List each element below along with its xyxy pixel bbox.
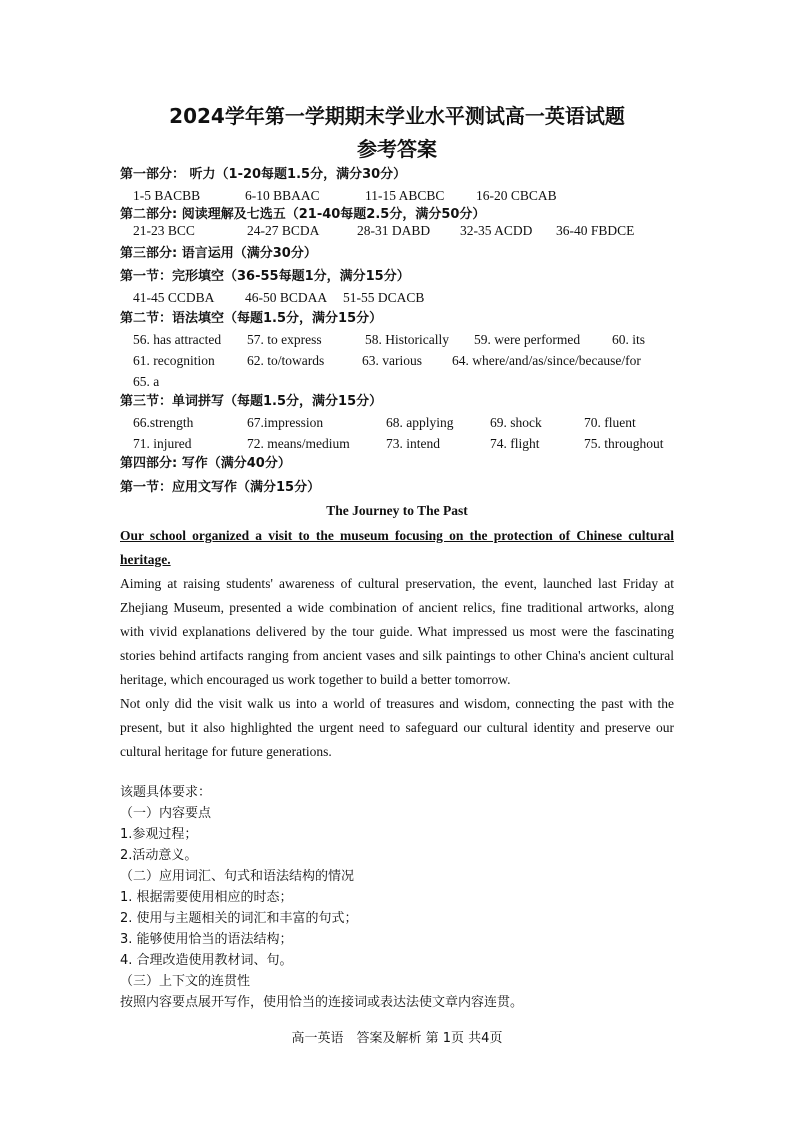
grammar-answer: 63. various: [362, 353, 422, 368]
spelling-answer: 73. intend: [386, 436, 440, 451]
essay-title: The Journey to The Past: [326, 503, 468, 518]
grammar-answer: 64. where/and/as/since/because/for: [452, 353, 641, 368]
cloze-answer: 41-45 CCDBA: [133, 290, 215, 305]
requirement-category-2: （二）应用词汇、句式和语法结构的情况: [120, 869, 355, 884]
page-subtitle: 参考答案: [357, 137, 437, 161]
part1-heading: 第一部分： 听力（1-20每题1.5分，满分30分）: [120, 167, 407, 182]
grammar-answer: 65. a: [133, 374, 160, 389]
page-title: 2024学年第一学期期末学业水平测试高一英语试题: [169, 104, 625, 128]
part2-heading: 第二部分: 阅读理解及七选五（21-40每题2.5分，满分50分）: [120, 207, 486, 222]
requirement-category-1: （一）内容要点: [120, 806, 212, 821]
grammar-answer: 62. to/towards: [247, 353, 325, 368]
essay-lead: Our school organized a visit to the museum focusing on the protection of Chinese cultural heritage.: [120, 528, 674, 567]
requirement-text: 按照内容要点展开写作，使用恰当的连接词或表达法使文章内容连贯。: [120, 995, 524, 1010]
page-footer: 高一英语 答案及解析 第 1页 共4页: [291, 1031, 503, 1046]
part1-answer: 6-10 BBAAC: [245, 188, 320, 203]
part4-heading: 第四部分: 写作（满分40分）: [120, 456, 291, 471]
spelling-answer: 67.impression: [247, 415, 324, 430]
part2-answer: 32-35 ACDD: [460, 223, 533, 238]
grammar-answer: 56. has attracted: [133, 332, 222, 347]
requirements-intro: 该题具体要求：: [120, 785, 212, 800]
requirement-item: 4. 合理改造使用教材词、句。: [120, 953, 293, 968]
spelling-answer: 69. shock: [490, 415, 542, 430]
requirement-item: 2.活动意义。: [120, 848, 198, 863]
spelling-answer: 71. injured: [133, 436, 192, 451]
part2-answer: 24-27 BCDA: [247, 223, 320, 238]
grammar-answer: 58. Historically: [365, 332, 449, 347]
grammar-answer: 60. its: [612, 332, 646, 347]
essay-paragraph-2: Not only did the visit walk us into a world of treasures and wisdom, connecting the past with the present, but it also highlighted the urgent need to safeguard our cultural identity and preserve our cultural heritage for future generations.: [120, 696, 674, 759]
part1-answer: 1-5 BACBB: [133, 188, 201, 203]
part3-section1-heading: 第一节：完形填空（36-55每题1分，满分15分）: [120, 269, 410, 284]
part2-answer: 28-31 DABD: [357, 223, 431, 238]
part3-section2-heading: 第二节：语法填空（每题1.5分，满分15分）: [120, 311, 383, 326]
essay-paragraph-1: Aiming at raising students' awareness of cultural preservation, the event, launched last Friday at Zhejiang Museum, presented a wide combination of ancient relics, fine traditional artworks, along with vivid explanations delivered by the tour guide. What impressed us most were the fascinating stories behind artifacts ranging from ancient vases and silk paintings to other China's ancient cultural heritage, which encouraged us work together to build a better tomorrow.: [120, 576, 674, 687]
requirement-item: 2. 使用与主题相关的词汇和丰富的句式；: [120, 911, 358, 926]
grammar-answer: 57. to express: [247, 332, 322, 347]
cloze-answer: 51-55 DCACB: [343, 290, 425, 305]
part4-section1-heading: 第一节：应用文写作（满分15分）: [120, 480, 321, 495]
cloze-answer: 46-50 BCDAA: [245, 290, 328, 305]
part1-answer: 11-15 ABCBC: [365, 188, 445, 203]
part2-answer: 21-23 BCC: [133, 223, 195, 238]
spelling-answer: 70. fluent: [584, 415, 636, 430]
requirement-item: 3. 能够使用恰当的语法结构；: [120, 932, 293, 947]
grammar-answer: 59. were performed: [474, 332, 581, 347]
spelling-answer: 66.strength: [133, 415, 194, 430]
part2-answer: 36-40 FBDCE: [556, 223, 635, 238]
part1-answer: 16-20 CBCAB: [476, 188, 557, 203]
requirement-item: 1. 根据需要使用相应的时态；: [120, 890, 293, 905]
part3-section3-heading: 第三节：单词拼写（每题1.5分，满分15分）: [120, 394, 383, 409]
part3-heading: 第三部分: 语言运用（满分30分）: [120, 246, 317, 261]
grammar-answer: 61. recognition: [133, 353, 215, 368]
requirement-category-3: （三）上下文的连贯性: [120, 974, 251, 989]
spelling-answer: 75. throughout: [584, 436, 664, 451]
requirement-item: 1.参观过程；: [120, 827, 198, 842]
spelling-answer: 74. flight: [490, 436, 540, 451]
spelling-answer: 68. applying: [386, 415, 454, 430]
spelling-answer: 72. means/medium: [247, 436, 350, 451]
